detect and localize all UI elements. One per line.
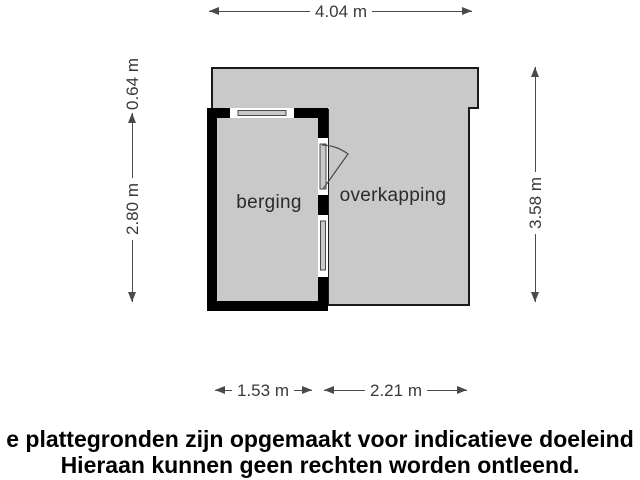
window-right-glass bbox=[321, 221, 326, 270]
arrowhead-right-icon bbox=[457, 386, 467, 394]
arrowhead-down-icon bbox=[531, 292, 539, 302]
arrowhead-left-icon bbox=[215, 386, 225, 394]
window-top-glass bbox=[238, 111, 286, 116]
disclaimer-line-2: Hieraan kunnen geen rechten worden ontleend. bbox=[60, 452, 580, 478]
dimension-label-bottom-left: 1.53 m bbox=[232, 381, 294, 401]
room-label-berging: berging bbox=[236, 192, 302, 213]
door-leaf bbox=[320, 144, 326, 189]
arrowhead-up-icon bbox=[128, 113, 136, 123]
disclaimer-line-1: e plattegronden zijn opgemaakt voor indicatieve doeleind bbox=[6, 426, 634, 452]
arrowhead-up-icon bbox=[531, 67, 539, 77]
arrowhead-down-icon bbox=[128, 292, 136, 302]
arrowhead-right-icon bbox=[302, 386, 312, 394]
dimension-label-left-height: 2.80 m bbox=[123, 178, 143, 240]
room-label-overkapping: overkapping bbox=[339, 185, 447, 206]
arrowhead-left-icon bbox=[324, 386, 334, 394]
dimension-label-right-height: 3.58 m bbox=[526, 172, 546, 234]
arrowhead-right-icon bbox=[462, 7, 472, 15]
arrowhead-left-icon bbox=[209, 7, 219, 15]
dimension-label-total-width: 4.04 m bbox=[310, 2, 372, 22]
dimension-label-left-offset: 0.64 m bbox=[123, 53, 143, 115]
dimension-label-bottom-right: 2.21 m bbox=[365, 381, 427, 401]
